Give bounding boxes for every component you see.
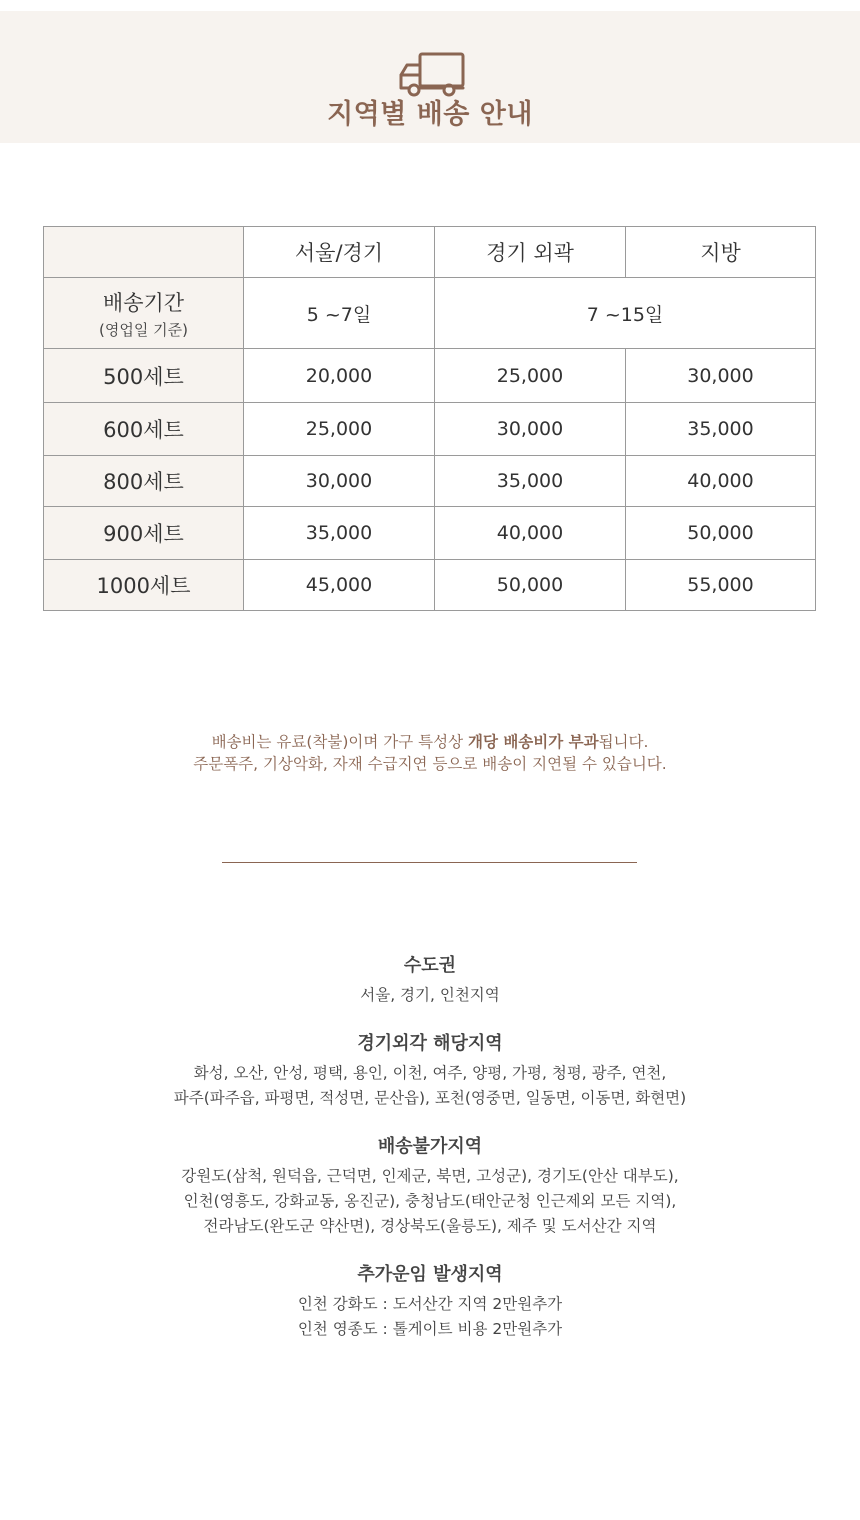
region-line: 인천 영종도 : 톨게이트 비용 2만원추가 (297, 1320, 563, 1338)
region-line: 화성, 오산, 안성, 평택, 용인, 이천, 여주, 양평, 가평, 청평, 광주, 연천, (193, 1064, 667, 1082)
table-row-delivery-period (44, 278, 816, 349)
price-cell: 30,000 (244, 456, 435, 507)
notice-text: 됩니다. (598, 733, 649, 751)
shipping-notice (0, 731, 860, 775)
row-header-set: 1000세트 (44, 560, 244, 611)
region-line: 인천 강화도 : 도서산간 지역 2만원추가 (297, 1295, 563, 1313)
row-header-set: 600세트 (44, 403, 244, 456)
region-info (0, 953, 860, 1365)
region-line: 인천(영흥도, 강화교동, 옹진군), 충청남도(태안군청 인근제외 모든 지역), (183, 1192, 677, 1210)
row-header-set: 500세트 (44, 349, 244, 403)
notice-line-1 (0, 731, 860, 753)
table-row (44, 349, 816, 403)
region-line: 전라남도(완도군 약산면), 경상북도(울릉도), 제주 및 도서산간 지역 (203, 1217, 657, 1235)
price-cell: 30,000 (626, 349, 816, 403)
price-cell: 50,000 (435, 560, 626, 611)
table-row (44, 507, 816, 560)
delivery-period-sublabel: (영업일 기준) (99, 320, 188, 339)
notice-text: 배송비는 유료(착불)이며 가구 특성상 (211, 733, 468, 751)
region-line: 서울, 경기, 인천지역 (360, 986, 500, 1004)
table-header-row (44, 227, 816, 278)
region-section-no-delivery (0, 1134, 860, 1239)
delivery-period-label: 배송기간 (102, 290, 185, 315)
row-header-set: 900세트 (44, 507, 244, 560)
region-title: 경기외각 해당지역 (357, 1033, 503, 1054)
price-cell: 35,000 (244, 507, 435, 560)
region-section-gyeonggi-outer (0, 1031, 860, 1111)
price-cell: 25,000 (435, 349, 626, 403)
table-row (44, 456, 816, 507)
region-title: 수도권 (403, 955, 457, 976)
price-cell: 35,000 (435, 456, 626, 507)
delivery-period-seoul: 5 ~7일 (244, 278, 435, 349)
region-title: 추가운임 발생지역 (357, 1264, 503, 1285)
row-header-set: 800세트 (44, 456, 244, 507)
notice-line-2: 주문폭주, 기상악화, 자재 수급지연 등으로 배송이 지연될 수 있습니다. (193, 755, 667, 773)
region-line: 강원도(삼척, 원덕읍, 근덕면, 인제군, 북면, 고성군), 경기도(안산 대부도), (181, 1167, 679, 1185)
page-title: 지역별 배송 안내 (327, 99, 533, 130)
price-cell: 40,000 (626, 456, 816, 507)
price-cell: 40,000 (435, 507, 626, 560)
region-line: 파주(파주읍, 파평면, 적성면, 문산읍), 포천(영중면, 일동면, 이동면, 화현면) (173, 1089, 687, 1107)
price-cell: 20,000 (244, 349, 435, 403)
delivery-period-others: 7 ~15일 (435, 278, 816, 349)
column-header-gyeonggi-outer: 경기 외곽 (435, 227, 626, 278)
row-header-delivery-period (44, 278, 244, 349)
shipping-fee-table (43, 226, 816, 611)
region-section-capital (0, 953, 860, 1008)
price-cell: 35,000 (626, 403, 816, 456)
column-header-seoul: 서울/경기 (244, 227, 435, 278)
column-header-province: 지방 (626, 227, 816, 278)
notice-emphasis: 개당 배송비가 부과 (467, 733, 599, 751)
region-section-extra-fee (0, 1262, 860, 1342)
price-cell: 55,000 (626, 560, 816, 611)
table-corner-cell (44, 227, 244, 278)
divider (222, 862, 637, 863)
region-title: 배송불가지역 (377, 1136, 483, 1157)
price-cell: 30,000 (435, 403, 626, 456)
table-row (44, 403, 816, 456)
price-cell: 25,000 (244, 403, 435, 456)
table-row (44, 560, 816, 611)
price-cell: 45,000 (244, 560, 435, 611)
price-cell: 50,000 (626, 507, 816, 560)
